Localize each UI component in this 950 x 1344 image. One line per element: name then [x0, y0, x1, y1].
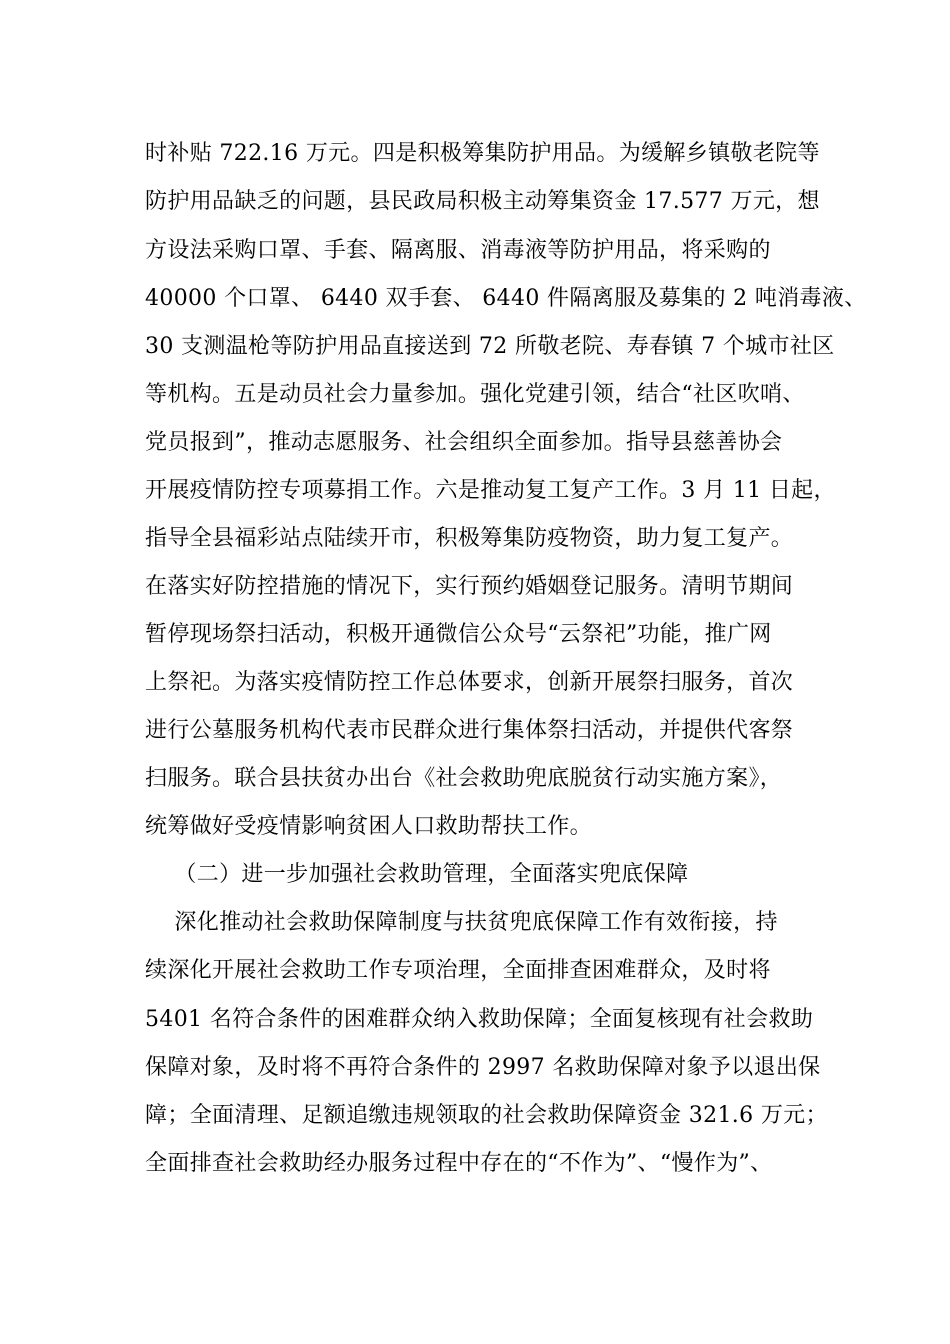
body-text-line: 党员报到”，推动志愿服务、社会组织全面参加。指导县慈善协会 [145, 430, 783, 455]
body-text-line: 进行公墓服务机构代表市民群众进行集体祭扫活动，并提供代客祭 [145, 718, 794, 743]
body-text-line: 时补贴 722.16 万元。四是积极筹集防护用品。为缓解乡镇敬老院等 [145, 141, 820, 166]
body-text-line: 开展疫情防控专项募捐工作。六是推动复工复产工作。3 月 11 日起， [145, 478, 836, 503]
body-text-line: 等机构。五是动员社会力量参加。强化党建引领，结合“社区吹哨、 [145, 382, 805, 407]
body-text-line: 保障对象，及时将不再符合条件的 2997 名救助保障对象予以退出保 [145, 1055, 821, 1080]
body-text-line: 40000 个口罩、 6440 双手套、 6440 件隔离服及募集的 2 吨消毒液、 [145, 286, 867, 311]
body-text-line: 上祭祀。为落实疫情防控工作总体要求，创新开展祭扫服务，首次 [145, 670, 794, 695]
body-text-line: 方设法采购口罩、手套、隔离服、消毒液等防护用品，将采购的 [145, 238, 771, 263]
body-text-line: 在落实好防控措施的情况下，实行预约婚姻登记服务。清明节期间 [145, 574, 794, 599]
body-text-line: 全面排查社会救助经办服务过程中存在的“不作为”、“慢作为”、 [145, 1151, 773, 1176]
body-text-line: 深化推动社会救助保障制度与扶贫兜底保障工作有效衔接，持 [145, 910, 778, 935]
section-heading: （二）进一步加强社会救助管理，全面落实兜底保障 [145, 862, 689, 887]
body-text-line: 30 支测温枪等防护用品直接送到 72 所敬老院、寿春镇 7 个城市社区 [145, 334, 835, 359]
body-text-line: 障；全面清理、足额追缴违规领取的社会救助保障资金 321.6 万元； [145, 1103, 828, 1128]
body-text-line: 续深化开展社会救助工作专项治理，全面排查困难群众，及时将 [145, 958, 771, 983]
body-text-line: 防护用品缺乏的问题，县民政局积极主动筹集资金 17.577 万元，想 [145, 189, 820, 214]
body-text-line: 5401 名符合条件的困难群众纳入救助保障；全面复核现有社会救助 [145, 1007, 814, 1032]
body-text-line: 扫服务。联合县扶贫办出台《社会救助兜底脱贫行动实施方案》， [145, 766, 783, 791]
body-text-line: 统筹做好受疫情影响贫困人口救助帮扶工作。 [145, 814, 593, 839]
body-text-line: 指导全县福彩站点陆续开市，积极筹集防疫物资，助力复工复产。 [145, 526, 794, 551]
body-text-line: 暂停现场祭扫活动，积极开通微信公众号“云祭祀”功能，推广网 [145, 622, 772, 647]
